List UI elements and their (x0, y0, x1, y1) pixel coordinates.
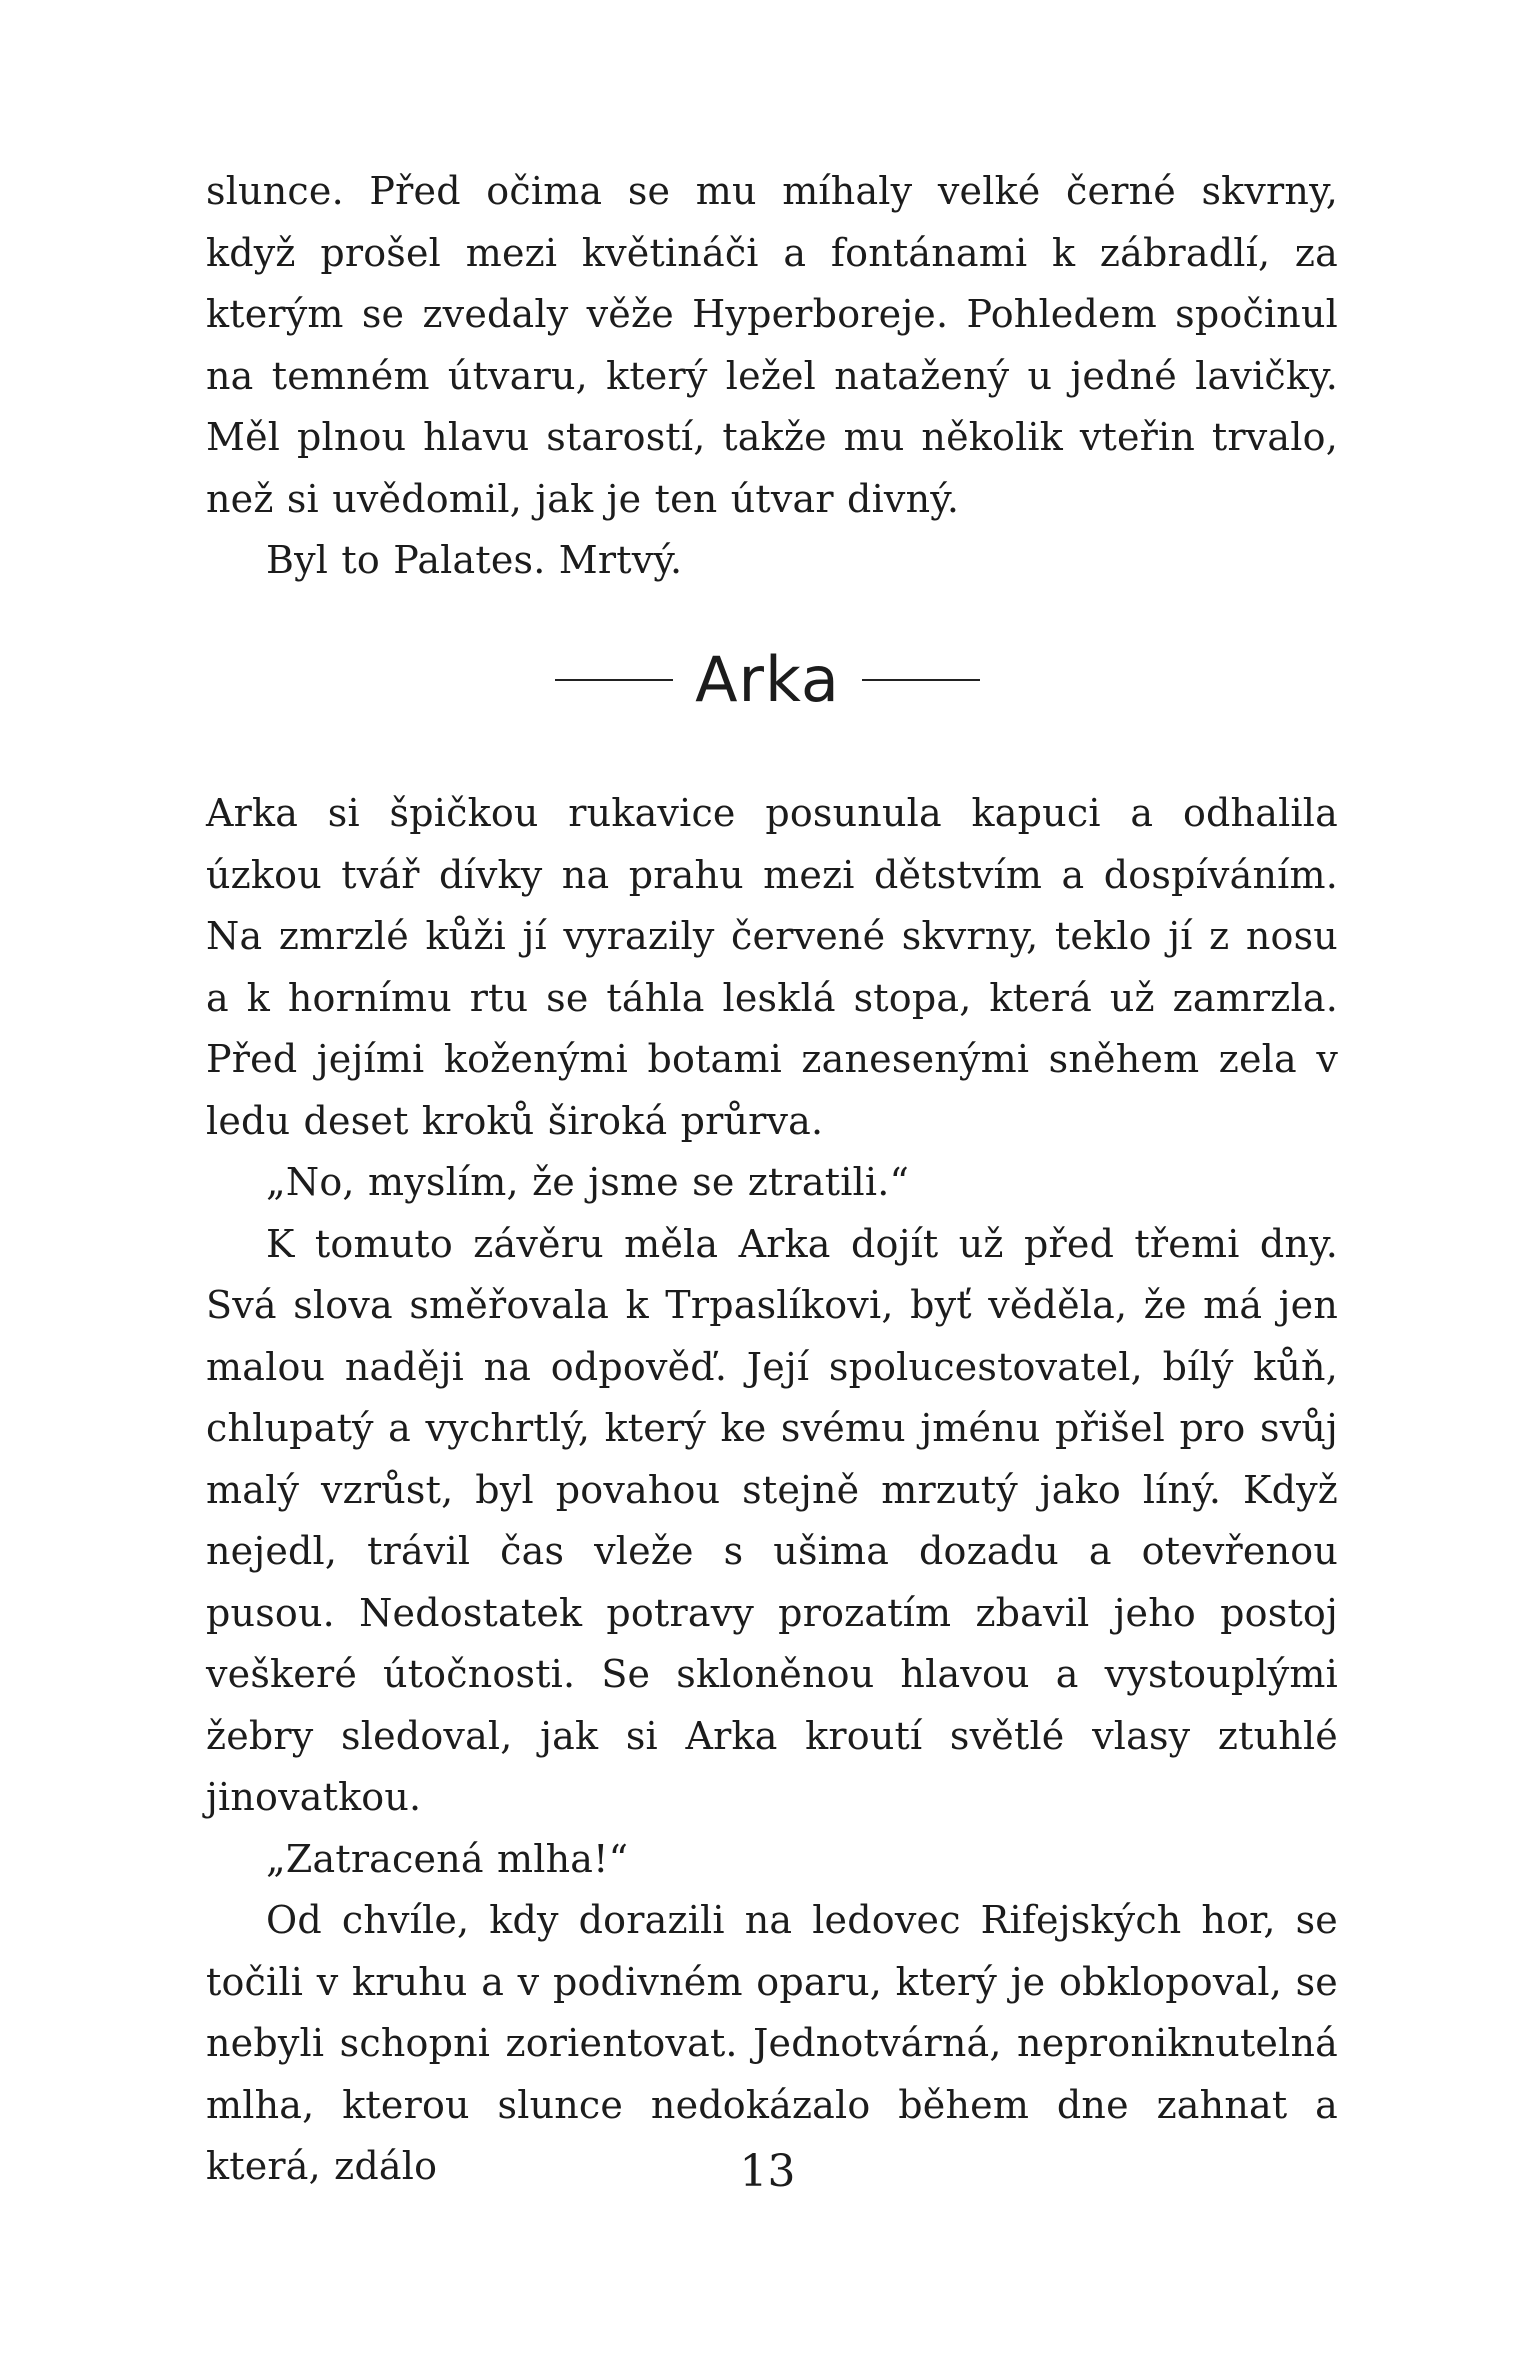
paragraph-4: „Zatracená mlha!“ (266, 1836, 629, 1881)
paragraph-palates-dead: Byl to Palates. Mrtvý. (266, 538, 683, 582)
page-number: 13 (739, 2146, 796, 2197)
heading-rule-left (555, 679, 673, 681)
continued-text-section (206, 161, 1338, 592)
chapter-heading (0, 640, 1535, 720)
paragraph-3: K tomuto závěru měla Arka dojít už před třemi dny. Svá slova směřovala k Trpaslíkovi, byť věděla, že má jen malou naději na odpověď. Její spolucestovatel, bílý kůň, chlupatý a vychrtlý, který ke svému jménu přišel pro svůj malý vzrůst, byl povahou stejně mrzutý jako líný. Když nejedl, trávil čas vleže s ušima dozadu a otevřenou pusou. Nedostatek potravy prozatím zbavil jeho postoj veškeré útočnosti. Se skloněnou hlavou a vystouplými žebry sledoval, jak si Arka kroutí světlé vlasy ztuhlé jinovatkou. (206, 1221, 1338, 1819)
paragraph-5: Od chvíle, kdy dorazili na ledovec Rifejských hor, se točili v kruhu a v podivném oparu, který je obklopoval, se nebyli schopni zorientovat. Jednotvárná, neproniknutelná mlha, kterou slunce nedokázalo během dne zahnat a která, zdálo (206, 1898, 1338, 2188)
chapter-body (206, 783, 1338, 2198)
chapter-title: Arka (695, 643, 840, 716)
paragraph-2: „No, myslím, že jsme se ztratili.“ (266, 1160, 910, 1204)
heading-rule-right (862, 679, 980, 681)
paragraph-1: Arka si špičkou rukavice posunula kapuci a odhalila úzkou tvář dívky na prahu mezi dětstvím a dospíváním. Na zmrzlé kůži jí vyrazily červené skvrny, teklo jí z nosu a k hornímu rtu se táhla lesklá stopa, která už zamrzla. Před jejími koženými botami zanesenými sněhem zela v ledu deset kroků široká průrva. (206, 791, 1338, 1143)
paragraph-continued: slunce. Před očima se mu míhaly velké černé skvrny, když prošel mezi květináči a fontánami k zábradlí, za kterým se zvedaly věže Hyperboreje. Pohledem spočinul na temném útvaru, který ležel natažený u jedné lavičky. Měl plnou hlavu starostí, takže mu několik vteřin trvalo, než si uvědomil, jak je ten útvar divný. (206, 169, 1338, 521)
